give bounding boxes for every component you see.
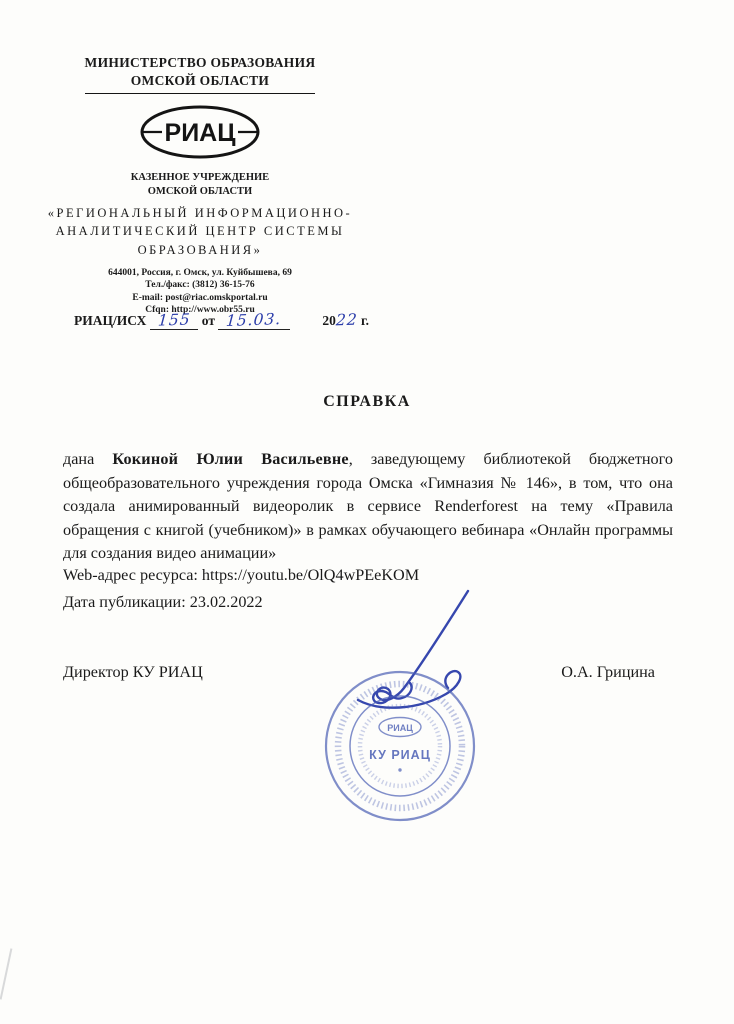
org-type-line1: КАЗЕННОЕ УЧРЕЖДЕНИЕ (130, 172, 270, 184)
org-name-line1: «РЕГИОНАЛЬНЫЙ ИНФОРМАЦИОННО- (47, 205, 353, 220)
stamp-logo-text: РИАЦ (387, 723, 413, 733)
ref-year-handwritten: 22 (335, 310, 359, 330)
org-name-line2: АНАЛИТИЧЕСКИЙ ЦЕНТР СИСТЕМЫ (55, 224, 345, 239)
stamp-center-text: КУ РИАЦ (369, 748, 431, 762)
scan-artifact (0, 948, 12, 999)
org-contacts (0, 267, 400, 316)
ref-year-suffix: г. (361, 313, 369, 328)
ref-date-blank (218, 311, 289, 330)
recipient-name: Кокиной Юлии Васильевне (112, 450, 349, 468)
ref-number-handwritten: 155 (157, 310, 191, 330)
body-lead: дана (63, 450, 113, 468)
ref-date-handwritten: 15.03. (225, 310, 283, 330)
riac-logo-icon (122, 102, 278, 162)
web-address-line: Web-адрес ресурса: https://youtu.be/OlQ4wPEeKOM (63, 566, 420, 584)
org-email: E-mail: post@riac.omskportal.ru (132, 292, 268, 303)
ministry-name (85, 54, 316, 94)
org-address: 644001, Россия, г. Омск, ул. Куйбышева, 69 (108, 267, 292, 278)
official-stamp (315, 661, 485, 831)
signer-name: О.А. Грицина (561, 663, 655, 681)
ref-prefix: РИАЦ/ИСХ (74, 313, 147, 328)
org-name-line3: ОБРАЗОВАНИЯ» (137, 243, 263, 258)
org-name (0, 204, 400, 260)
org-type-line2: ОМСКОЙ ОБЛАСТИ (147, 186, 253, 198)
publication-date-line: Дата публикации: 23.02.2022 (63, 593, 263, 611)
body-rest: , заведующему библиотекой бюджетного общеобразовательного учреждения города Омска «Гимназия № 146», в том, что она создала анимированный видеоролик в сервисе Renderforest на тему «Правила обращения с книгой (учебником)» в рамках обучающего вебинара «Онлайн программы для создания видео анимации» (63, 450, 673, 562)
signer-title: Директор КУ РИАЦ (63, 663, 203, 681)
org-website: Cfqn: http://www.obr55.ru (145, 305, 255, 315)
org-type (0, 171, 400, 198)
reference-line (74, 311, 369, 330)
body-paragraph (63, 448, 673, 566)
letterhead (0, 54, 400, 316)
riac-logo-text: РИАЦ (164, 119, 236, 148)
ref-number-blank (150, 311, 199, 330)
ministry-line2: ОМСКОЙ ОБЛАСТИ (130, 73, 270, 89)
ministry-line1: МИНИСТЕРСТВО ОБРАЗОВАНИЯ (84, 55, 316, 70)
ref-year-printed: 20 (322, 313, 336, 328)
riac-logo-wrap (0, 102, 400, 167)
ref-from-word: от (201, 313, 215, 328)
org-phone: Тел./факс: (3812) 36-15-76 (145, 280, 255, 291)
document-title: СПРАВКА (323, 393, 411, 410)
